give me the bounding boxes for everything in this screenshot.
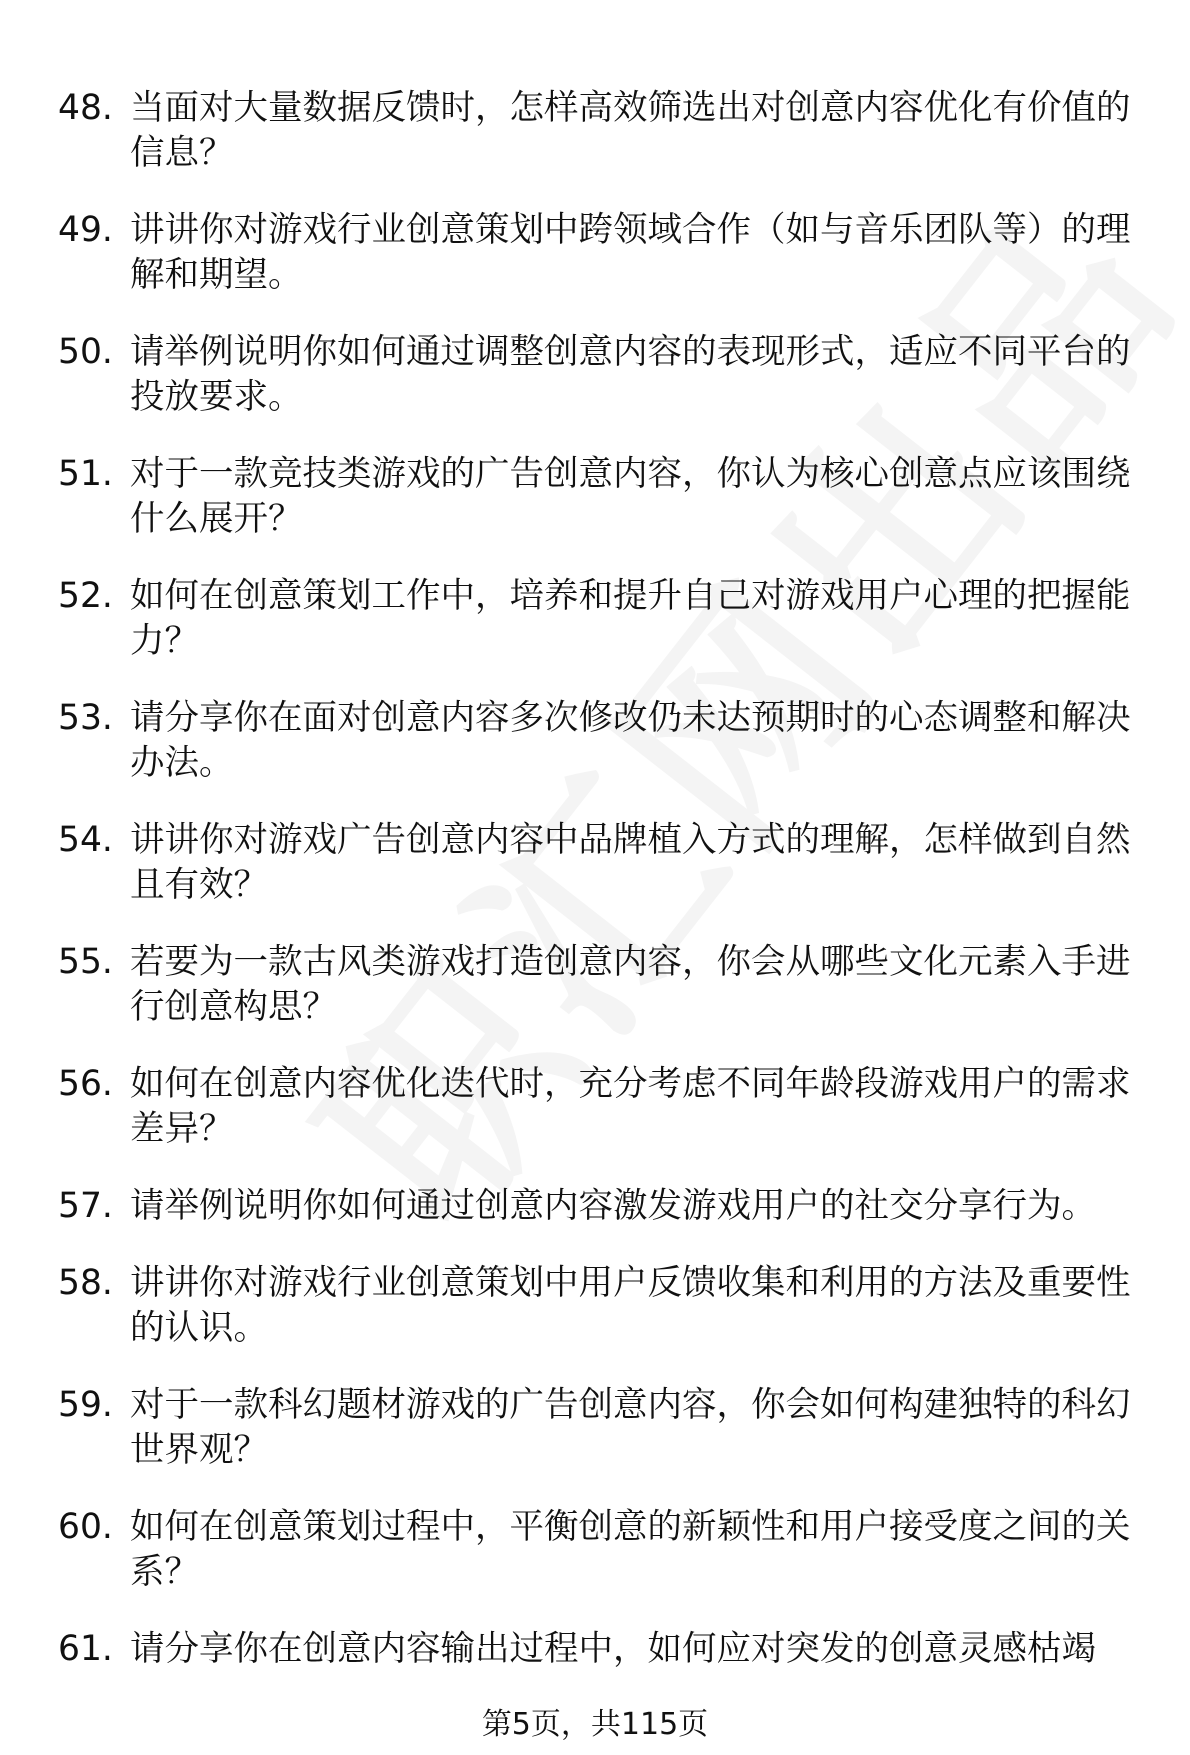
question-list	[58, 86, 1153, 1704]
question-text: 当面对大量数据反馈时，怎样高效筛选出对创意内容优化有价值的信息？	[130, 88, 1131, 173]
page-footer: 第5页，共115页	[481, 1707, 709, 1742]
question-number: 53.	[58, 698, 113, 738]
question-number: 49.	[58, 210, 113, 250]
question-item	[58, 208, 1153, 298]
question-item	[58, 86, 1153, 176]
question-text: 讲讲你对游戏广告创意内容中品牌植入方式的理解，怎样做到自然且有效？	[130, 820, 1131, 905]
question-text: 请分享你在创意内容输出过程中，如何应对突发的创意灵感枯竭	[130, 1629, 1096, 1669]
question-item	[58, 1627, 1153, 1672]
question-text: 对于一款竞技类游戏的广告创意内容，你认为核心创意点应该围绕什么展开？	[130, 454, 1131, 539]
question-number: 58.	[58, 1263, 113, 1303]
question-item	[58, 1261, 1153, 1351]
question-number: 60.	[58, 1507, 113, 1547]
question-text: 如何在创意内容优化迭代时，充分考虑不同年龄段游戏用户的需求差异？	[130, 1064, 1131, 1149]
question-text: 若要为一款古风类游戏打造创意内容，你会从哪些文化元素入手进行创意构思？	[130, 942, 1131, 1027]
question-item	[58, 1184, 1153, 1229]
question-item	[58, 1505, 1153, 1595]
question-text: 如何在创意策划过程中，平衡创意的新颖性和用户接受度之间的关系？	[130, 1507, 1131, 1592]
question-text: 请分享你在面对创意内容多次修改仍未达预期时的心态调整和解决办法。	[130, 698, 1131, 783]
question-item	[58, 574, 1153, 664]
question-number: 48.	[58, 88, 113, 128]
question-text: 请举例说明你如何通过创意内容激发游戏用户的社交分享行为。	[130, 1186, 1096, 1226]
question-number: 52.	[58, 576, 113, 616]
question-text: 对于一款科幻题材游戏的广告创意内容，你会如何构建独特的科幻世界观？	[130, 1385, 1131, 1470]
question-text: 如何在创意策划工作中，培养和提升自己对游戏用户心理的把握能力？	[130, 576, 1131, 661]
question-item	[58, 696, 1153, 786]
question-item	[58, 330, 1153, 420]
question-text: 讲讲你对游戏行业创意策划中用户反馈收集和利用的方法及重要性的认识。	[130, 1263, 1131, 1348]
question-number: 55.	[58, 942, 113, 982]
question-item	[58, 940, 1153, 1030]
question-number: 50.	[58, 332, 113, 372]
question-number: 61.	[58, 1629, 113, 1669]
question-number: 51.	[58, 454, 113, 494]
question-item	[58, 1062, 1153, 1152]
question-text: 请举例说明你如何通过调整创意内容的表现形式，适应不同平台的投放要求。	[130, 332, 1131, 417]
question-item	[58, 452, 1153, 542]
question-number: 59.	[58, 1385, 113, 1425]
question-number: 54.	[58, 820, 113, 860]
question-text: 讲讲你对游戏行业创意策划中跨领域合作（如与音乐团队等）的理解和期望。	[130, 210, 1131, 295]
question-number: 56.	[58, 1064, 113, 1104]
question-item	[58, 1383, 1153, 1473]
question-item	[58, 818, 1153, 908]
question-number: 57.	[58, 1186, 113, 1226]
